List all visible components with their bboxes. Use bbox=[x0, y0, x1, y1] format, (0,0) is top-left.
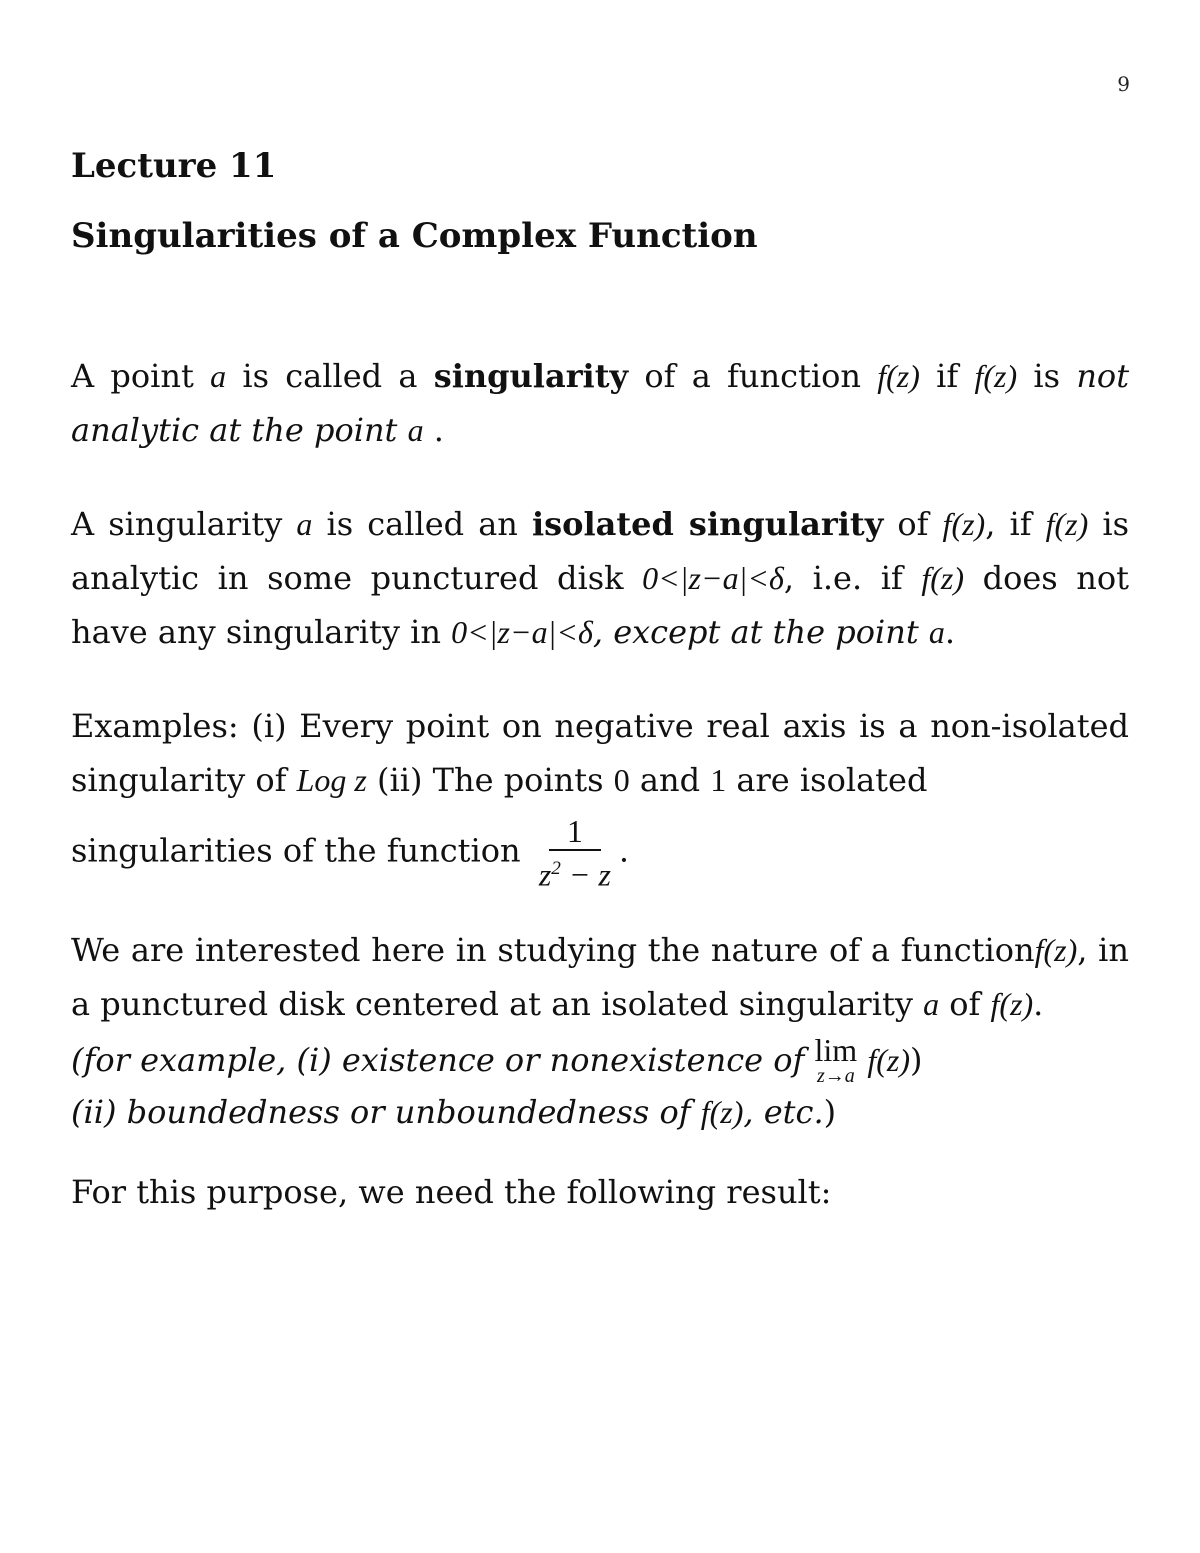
interest-paragraph: We are interested here in studying the nature of a functionf(z), in a punctured disk centered at an isolated singularity a of f(z). bbox=[71, 930, 1130, 1023]
examples-paragraph-fraction-line: singularities of the function $\frac{1}{z^2 - z}$ . bbox=[71, 813, 630, 893]
term-singularity: singularity bbox=[433, 357, 629, 395]
singularity-definition: A point a is called a singularity of a function f(z) if f(z) is not analytic at the point a . bbox=[71, 357, 1130, 449]
isolated-singularity-definition: A singularity a is called an isolated singularity of f(z), if f(z) is analytic in some punctured disk 0<|z−a|<δ, i.e. if f(z) does not have any singularity in 0<|z−a|<δ, except at the point a. bbox=[71, 505, 1129, 651]
example-boundedness-line: (ii) boundedness or unboundedness of f(z), etc.) bbox=[71, 1092, 837, 1131]
page-number: 9 bbox=[1117, 72, 1130, 96]
term-isolated-singularity: isolated singularity bbox=[531, 505, 884, 543]
document-body bbox=[71, 140, 1129, 1219]
fraction-1-over-z2-minus-z: $\frac{1}{z^2 - z}$ bbox=[538, 813, 611, 893]
limit-expression: lim z→a bbox=[814, 1031, 858, 1087]
lecture-heading: Lecture 11 bbox=[71, 146, 277, 186]
examples-paragraph: Examples: (i) Every point on negative real axis is a non-isolated singularity of Log z (ii) The points 0 and 1 are isolated bbox=[71, 707, 1129, 799]
example-limit-line: (for example, (i) existence or nonexistence of lim z→a f(z)) bbox=[71, 1031, 923, 1087]
purpose-sentence: For this purpose, we need the following result: bbox=[71, 1172, 832, 1211]
section-title: Singularities of a Complex Function bbox=[71, 216, 758, 256]
